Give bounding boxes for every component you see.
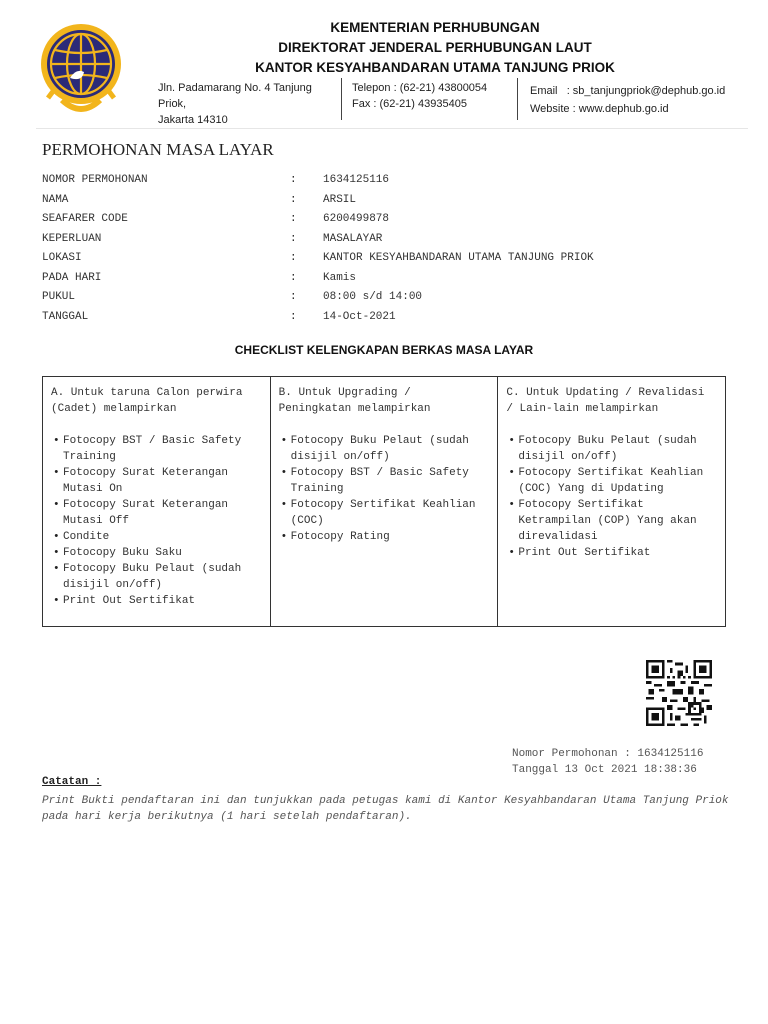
list-item: • Fotocopy Surat Keterangan Mutasi On	[51, 465, 262, 497]
nomor-permohonan-text: Nomor Permohonan : 1634125116	[512, 748, 704, 760]
phone-block	[352, 80, 512, 112]
contact-divider	[341, 78, 342, 120]
field-label: NOMOR PERMOHONAN	[42, 174, 148, 186]
address-line-1: Jln. Padamarang No. 4 Tanjung Priok,	[158, 82, 312, 110]
list-item: • Print Out Sertifikat	[51, 593, 262, 609]
page-title: PERMOHONAN MASA LAYAR	[42, 140, 274, 159]
website-link[interactable]: Website : www.dephub.go.id	[530, 103, 669, 115]
list-item: • Fotocopy BST / Basic Safety Training	[279, 465, 490, 497]
list-item: • Fotocopy Sertifikat Ketrampilan (COP) Yang akan direvalidasi	[506, 497, 717, 545]
field-label: SEAFARER CODE	[42, 213, 128, 225]
list-item: • Fotocopy Buku Pelaut (sudah disijil on/off)	[279, 433, 490, 465]
field-value: 6200499878	[323, 213, 390, 225]
checklist-list	[506, 433, 717, 561]
field-label: LOKASI	[42, 252, 82, 264]
field-value: 14-Oct-2021	[323, 310, 396, 323]
email-link[interactable]: : sb_tanjungpriok@dephub.go.id	[566, 85, 726, 97]
checklist-column-a	[43, 377, 271, 626]
field-value: ARSIL	[323, 193, 357, 206]
telepon-text: Telepon : (62-21) 43800054	[352, 82, 488, 94]
list-item: • Fotocopy Buku Pelaut (sudah disijil on/off)	[51, 561, 262, 593]
email-block	[530, 82, 740, 118]
field-label: NAMA	[42, 193, 69, 206]
checklist-heading: A. Untuk taruna Calon perwira (Cadet) melampirkan	[51, 387, 243, 415]
email-label: Email	[530, 85, 558, 97]
checklist-heading: C. Untuk Updating / Revalidasi / Lain-lain melampirkan	[506, 387, 705, 415]
tanggal-text: Tanggal 13 Oct 2021 18:38:36	[512, 764, 697, 776]
list-item: • Fotocopy Sertifikat Keahlian (COC)	[279, 497, 490, 529]
agency-header	[200, 18, 670, 78]
field-label: PADA HARI	[42, 271, 102, 284]
dephub-logo-icon	[40, 22, 122, 118]
checklist-column-b	[271, 377, 499, 626]
contact-divider	[517, 78, 518, 120]
list-item: • Print Out Sertifikat	[506, 545, 717, 561]
list-item: • Fotocopy Buku Pelaut (sudah disijil on/off)	[506, 433, 717, 465]
submission-meta	[512, 746, 703, 778]
list-item: • Condite	[51, 529, 262, 545]
field-label: KEPERLUAN	[42, 232, 102, 245]
list-item: • Fotocopy Buku Saku	[51, 545, 262, 561]
checklist-list	[279, 433, 490, 545]
list-item: • Fotocopy Surat Keterangan Mutasi Off	[51, 497, 262, 529]
field-label: PUKUL	[42, 291, 76, 303]
header-office: KANTOR KESYAHBANDARAN UTAMA TANJUNG PRIOK	[255, 60, 615, 75]
checklist-table	[42, 376, 726, 627]
checklist-column-c	[498, 377, 725, 626]
catatan-text: Print Bukti pendaftaran ini dan tunjukkan pada petugas kami di Kantor Kesyahbandaran Utama Tanjung Priok pada hari kerja berikutnya (1 hari setelah pendaftaran).	[42, 795, 729, 823]
checklist-title: CHECKLIST KELENGKAPAN BERKAS MASA LAYAR	[234, 343, 534, 357]
list-item: • Fotocopy Rating	[279, 529, 490, 545]
fax-text: Fax : (62-21) 43935405	[352, 98, 467, 110]
field-value: Kamis	[323, 271, 357, 284]
field-value: KANTOR KESYAHBANDARAN UTAMA TANJUNG PRIOK	[323, 252, 594, 264]
qr-code-icon	[646, 660, 712, 726]
field-value: 1634125116	[323, 174, 390, 186]
checklist-list	[51, 433, 262, 609]
header-divider	[36, 128, 748, 129]
list-item: • Fotocopy Sertifikat Keahlian (COC) Yang di Updating	[506, 465, 717, 497]
address-block	[158, 80, 338, 128]
field-label: TANGGAL	[42, 310, 89, 323]
list-item: • Fotocopy BST / Basic Safety Training	[51, 433, 262, 465]
address-line-2: Jakarta 14310	[158, 114, 228, 126]
field-value: MASALAYAR	[323, 232, 383, 245]
header-ministry: KEMENTERIAN PERHUBUNGAN	[330, 20, 540, 35]
header-directorate: DIREKTORAT JENDERAL PERHUBUNGAN LAUT	[278, 40, 592, 55]
field-value: 08:00 s/d 14:00	[323, 291, 423, 303]
checklist-heading: B. Untuk Upgrading / Peningkatan melampirkan	[278, 387, 431, 415]
catatan-label: Catatan :	[42, 776, 102, 788]
